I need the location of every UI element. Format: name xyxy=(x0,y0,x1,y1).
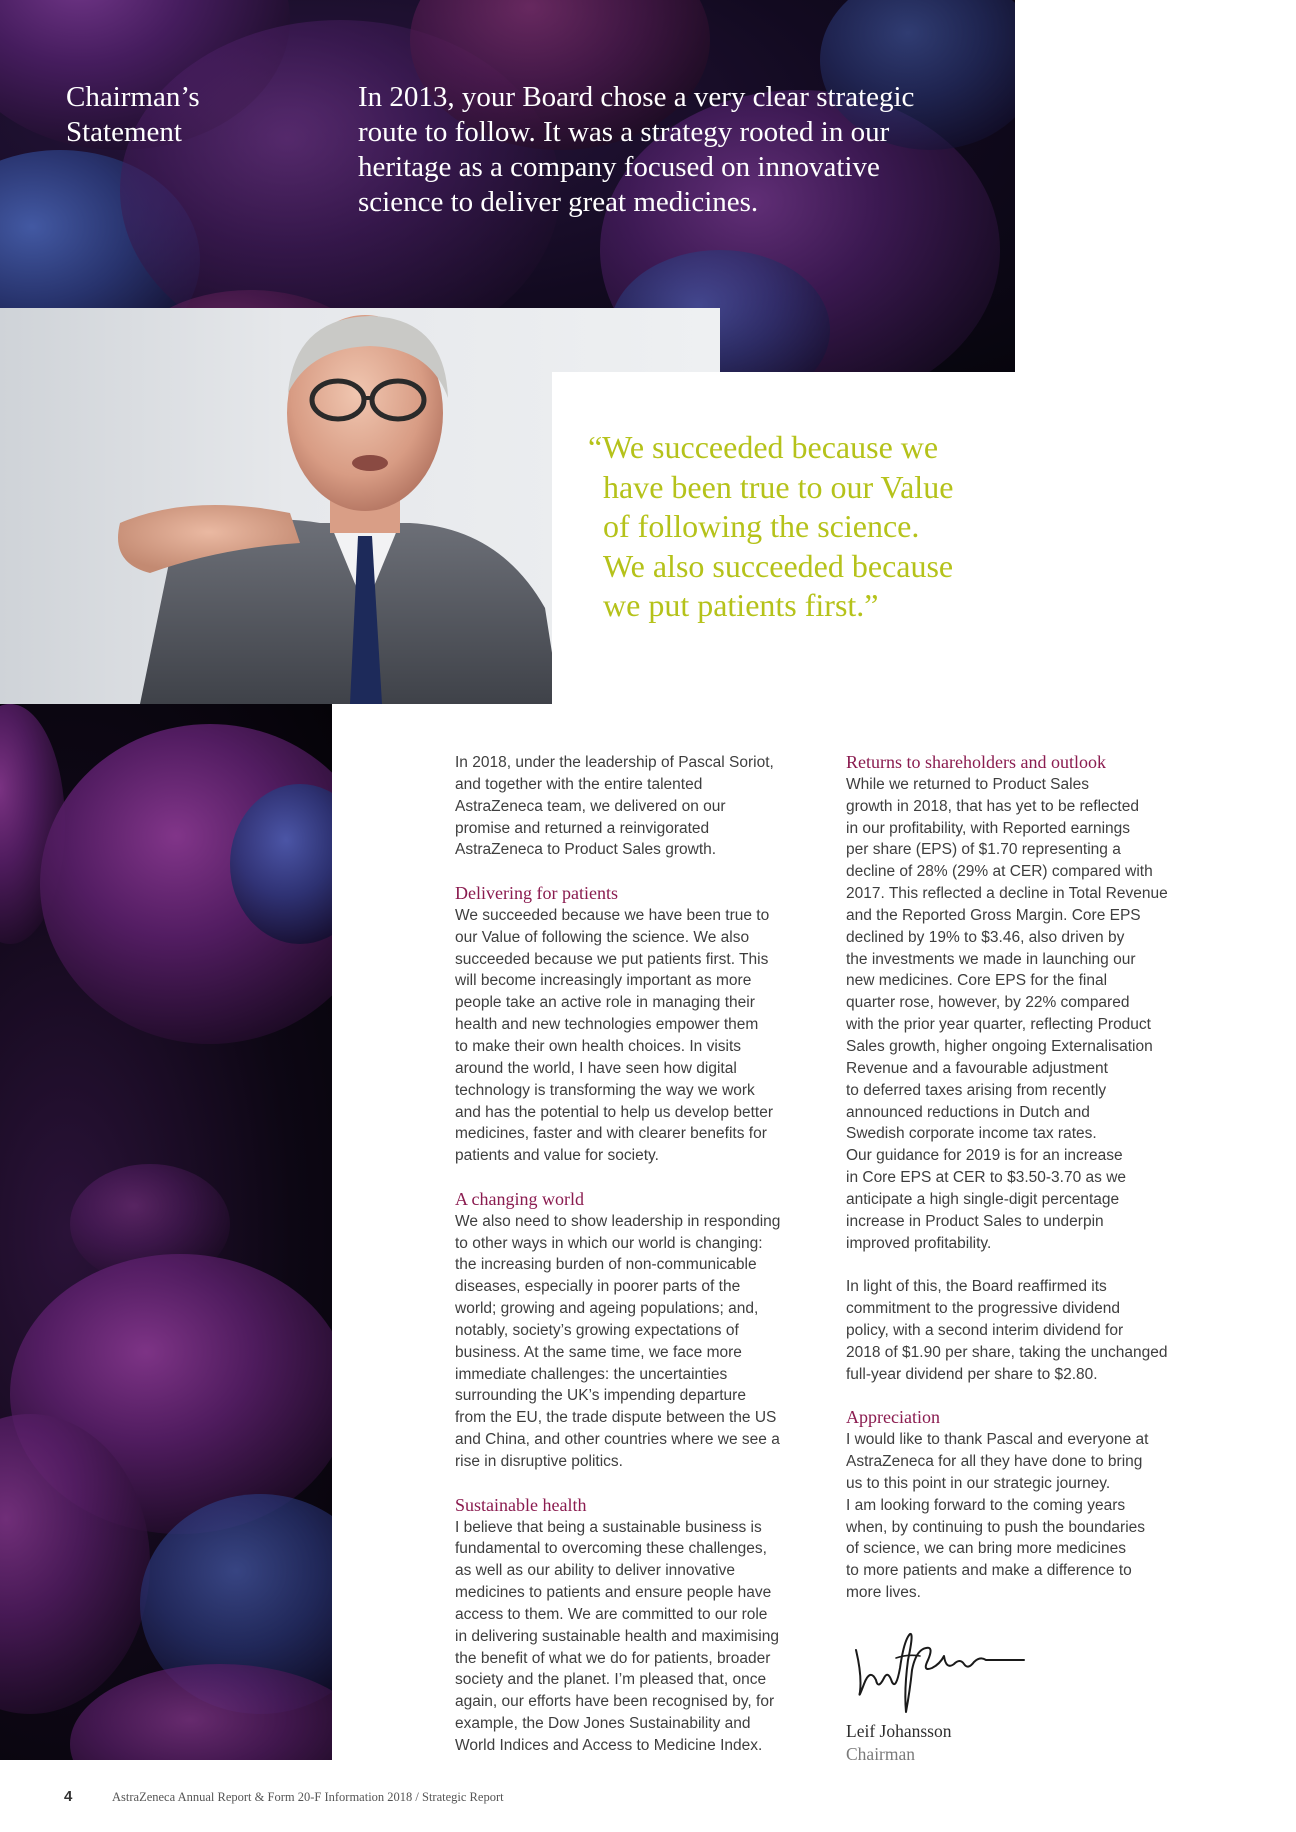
body-line: quarter rose, however, by 22% compared xyxy=(846,994,1130,1012)
body-line: AstraZeneca to Product Sales growth. xyxy=(455,841,717,859)
body-line: the investments we made in launching our xyxy=(846,950,1136,968)
body-line: of science, we can bring more medicines xyxy=(846,1540,1126,1558)
body-line: AstraZeneca for all they have done to bring xyxy=(846,1453,1143,1470)
body-line: to deferred taxes arising from recently xyxy=(846,1081,1107,1099)
body-line: with the prior year quarter, reflecting Product xyxy=(846,1016,1151,1034)
body-line: improved profitability. xyxy=(846,1234,992,1252)
intro-line: science to deliver great medicines. xyxy=(358,186,759,218)
body-line: commitment to the progressive dividend xyxy=(846,1300,1120,1318)
section-title-line: Statement xyxy=(66,116,182,148)
pull-quote-line: have been true to our Value xyxy=(603,468,954,505)
intro-statement xyxy=(358,80,998,220)
body-line: more lives. xyxy=(846,1584,921,1602)
body-line: increase in Product Sales to underpin xyxy=(846,1212,1104,1230)
pull-quote-line: “We succeeded because we xyxy=(588,429,939,465)
body-line: policy, with a second interim dividend for xyxy=(846,1321,1124,1339)
body-line: when, by continuing to push the boundaries xyxy=(846,1518,1146,1536)
pull-quote-line: of following the science. xyxy=(603,508,920,544)
body-column-right xyxy=(846,752,1206,1604)
body-line: In 2018, under the leadership of Pascal Soriot, xyxy=(455,754,774,771)
body-line: 2018 of $1.90 per share, taking the unchanged xyxy=(846,1343,1168,1361)
body-line: Revenue and a favourable adjustment xyxy=(846,1059,1108,1077)
body-line: will become increasingly important as more xyxy=(455,972,752,990)
body-line: the benefit of what we do for patients, broader xyxy=(455,1649,771,1667)
body-line: I believe that being a sustainable business is xyxy=(455,1518,762,1536)
body-line: in delivering sustainable health and maximising xyxy=(455,1627,779,1645)
body-line: full-year dividend per share to $2.80. xyxy=(846,1365,1098,1383)
body-line: access to them. We are committed to our role xyxy=(455,1605,768,1623)
footer-text: AstraZeneca Annual Report & Form 20-F Information 2018 / Strategic Report xyxy=(112,1790,504,1804)
section-heading: Returns to shareholders and outlook xyxy=(846,752,1106,772)
body-line: Swedish corporate income tax rates. xyxy=(846,1125,1097,1143)
body-line: immediate challenges: the uncertainties xyxy=(455,1365,728,1383)
pull-quote-line: we put patients first.” xyxy=(603,587,879,623)
body-line: Sales growth, higher ongoing Externalisation xyxy=(846,1037,1153,1055)
body-line: per share (EPS) of $1.70 representing a xyxy=(846,841,1121,859)
body-line: Our guidance for 2019 is for an increase xyxy=(846,1147,1123,1165)
body-line: medicines, faster and with clearer benefits for xyxy=(455,1125,767,1143)
body-line: from the EU, the trade dispute between the US xyxy=(455,1409,777,1427)
body-line: In light of this, the Board reaffirmed its xyxy=(846,1278,1107,1296)
section-title xyxy=(66,80,200,150)
body-line: the increasing burden of non-communicable xyxy=(455,1256,757,1274)
section-heading: Sustainable health xyxy=(455,1494,587,1515)
body-line: around the world, I have seen how digital xyxy=(455,1059,737,1077)
signer-role: Chairman xyxy=(846,1744,916,1764)
body-line: notably, society’s growing expectations of xyxy=(455,1321,739,1339)
section-heading: Delivering for patients xyxy=(455,883,618,904)
cell-side-image xyxy=(0,704,332,1760)
body-line: society and the planet. I’m pleased that, once xyxy=(455,1671,767,1689)
pull-quote xyxy=(588,428,1028,626)
body-line: to more patients and make a difference to xyxy=(846,1562,1132,1580)
body-line: in our profitability, with Reported earnings xyxy=(846,819,1131,837)
body-line: growth in 2018, that has yet to be reflected xyxy=(846,797,1139,815)
body-line: surrounding the UK’s impending departure xyxy=(455,1387,746,1405)
body-line: to make their own health choices. In visits xyxy=(455,1037,742,1055)
body-line: fundamental to overcoming these challenges, xyxy=(455,1540,767,1558)
intro-line: In 2013, your Board chose a very clear strategic xyxy=(358,81,915,113)
body-line: new medicines. Core EPS for the final xyxy=(846,972,1108,990)
body-line: We succeeded because we have been true to xyxy=(455,906,770,924)
body-line: our Value of following the science. We also xyxy=(455,928,750,946)
body-line: people take an active role in managing their xyxy=(455,994,755,1012)
cell-side-image-art xyxy=(0,704,332,1760)
body-line: and the Reported Gross Margin. Core EPS xyxy=(846,906,1141,924)
page-number: 4 xyxy=(64,1788,73,1805)
body-line: 2017. This reflected a decline in Total Revenue xyxy=(846,885,1168,903)
body-line: us to this point in our strategic journey. xyxy=(846,1474,1111,1492)
signer-name: Leif Johansson xyxy=(846,1721,952,1741)
body-line: technology is transforming the way we work xyxy=(455,1081,755,1099)
body-line: medicines to patients and ensure people have xyxy=(455,1584,772,1602)
body-line: announced reductions in Dutch and xyxy=(846,1103,1090,1121)
body-line: succeeded because we put patients first. This xyxy=(455,950,769,968)
body-line: decline of 28% (29% at CER) compared with xyxy=(846,863,1153,881)
intro-line: route to follow. It was a strategy rooted in our xyxy=(358,116,890,148)
body-line: While we returned to Product Sales xyxy=(846,775,1089,793)
body-line: We also need to show leadership in responding xyxy=(455,1212,781,1230)
pull-quote-line: We also succeeded because xyxy=(603,547,954,584)
body-line: anticipate a high single-digit percentage xyxy=(846,1190,1120,1208)
body-line: rise in disruptive politics. xyxy=(455,1453,623,1470)
section-heading: A changing world xyxy=(455,1188,584,1209)
body-line: and China, and other countries where we see a xyxy=(455,1431,780,1449)
body-column-left xyxy=(455,752,820,1757)
body-line: patients and value for society. xyxy=(455,1147,659,1165)
body-line: AstraZeneca team, we delivered on our xyxy=(455,797,726,815)
handwritten-signature xyxy=(848,1620,1028,1715)
body-line: and has the potential to help us develop better xyxy=(455,1103,773,1121)
body-line: declined by 19% to $3.46, also driven by xyxy=(846,928,1125,946)
body-line: health and new technologies empower them xyxy=(455,1016,759,1034)
body-line: as well as our ability to deliver innovative xyxy=(455,1562,735,1580)
section-title-line: Chairman’s xyxy=(66,81,200,113)
body-line: business. At the same time, we face more xyxy=(455,1343,742,1361)
body-line: in Core EPS at CER to $3.50-3.70 as we xyxy=(846,1169,1127,1187)
body-line: diseases, especially in poorer parts of the xyxy=(455,1278,741,1296)
body-line: I would like to thank Pascal and everyone at xyxy=(846,1431,1149,1449)
intro-line: heritage as a company focused on innovative xyxy=(358,151,880,183)
body-line: and together with the entire talented xyxy=(455,775,703,793)
section-heading: Appreciation xyxy=(846,1407,940,1428)
body-line: to other ways in which our world is changing: xyxy=(455,1234,763,1252)
body-line: promise and returned a reinvigorated xyxy=(455,819,710,837)
body-line: again, our efforts have been recognised by, for xyxy=(455,1693,775,1711)
body-line: World Indices and Access to Medicine Index. xyxy=(455,1736,763,1754)
body-line: example, the Dow Jones Sustainability and xyxy=(455,1715,751,1733)
body-line: I am looking forward to the coming years xyxy=(846,1496,1126,1514)
body-line: world; growing and ageing populations; and, xyxy=(455,1300,759,1318)
